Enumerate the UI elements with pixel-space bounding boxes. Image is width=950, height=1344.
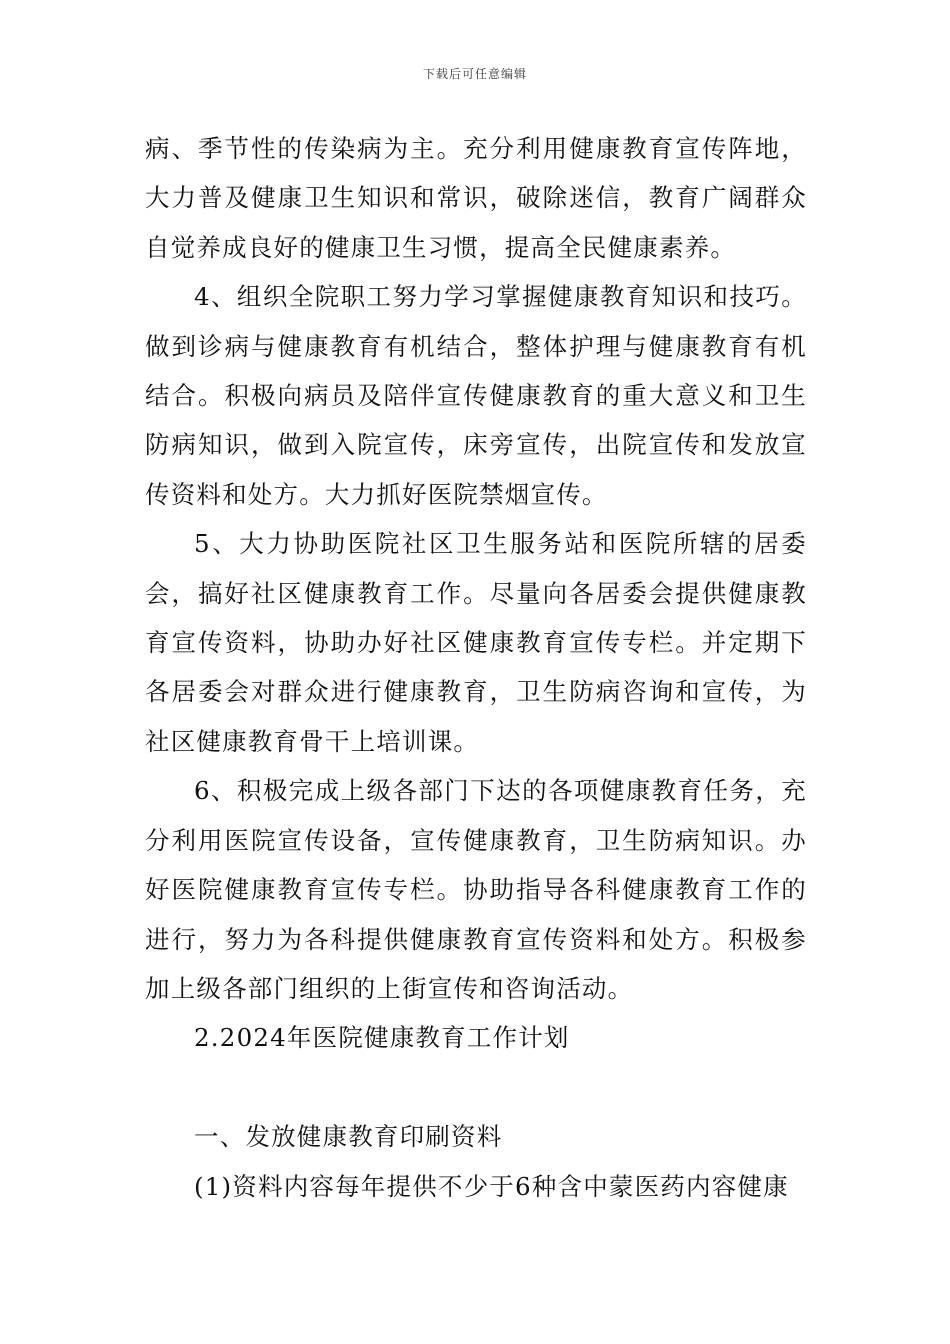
paragraph-sub-item-1: (1)资料内容每年提供不少于6种含中蒙医药内容健康 <box>194 1171 789 1201</box>
paragraph-item-6: 6、积极完成上级各部门下达的各项健康教育任务，充分利用医院宣传设备，宣传健康教育，卫生防病知识。办好医院健康教育宣传专栏。协助指导各科健康教育工作的进行，努力为各科提供健康教育宣传资料和处方。积极参加上级各部门组织的上街宣传和咨询活动。 <box>145 776 807 1003</box>
paragraph-continuation: 病、季节性的传染病为主。充分利用健康教育宣传阵地，大力普及健康卫生知识和常识，破除迷信，教育广阔群众自觉养成良好的健康卫生习惯，提高全民健康素养。 <box>145 134 807 262</box>
document-body <box>145 124 807 1211</box>
section-heading-1: 一、发放健康教育印刷资料 <box>194 1122 503 1152</box>
paragraph-item-5: 5、大力协助医院社区卫生服务站和医院所辖的居委会，搞好社区健康教育工作。尽量向各居委会提供健康教育宣传资料，协助办好社区健康教育宣传专栏。并定期下各居委会对群众进行健康教育，卫生防病咨询和宣传，为社区健康教育骨干上培训课。 <box>145 529 807 756</box>
paragraph-item-4: 4、组织全院职工努力学习掌握健康教育知识和技巧。做到诊病与健康教育有机结合，整体护理与健康教育有机结合。积极向病员及陪伴宣传健康教育的重大意义和卫生防病知识，做到入院宣传，床旁宣传，出院宣传和发放宣传资料和处方。大力抓好医院禁烟宣传。 <box>145 282 807 509</box>
blank-line <box>145 1063 807 1112</box>
page-header: 下载后可任意编辑 <box>422 67 527 81</box>
section-title-2024-plan: 2.2024年医院健康教育工作计划 <box>194 1023 570 1053</box>
